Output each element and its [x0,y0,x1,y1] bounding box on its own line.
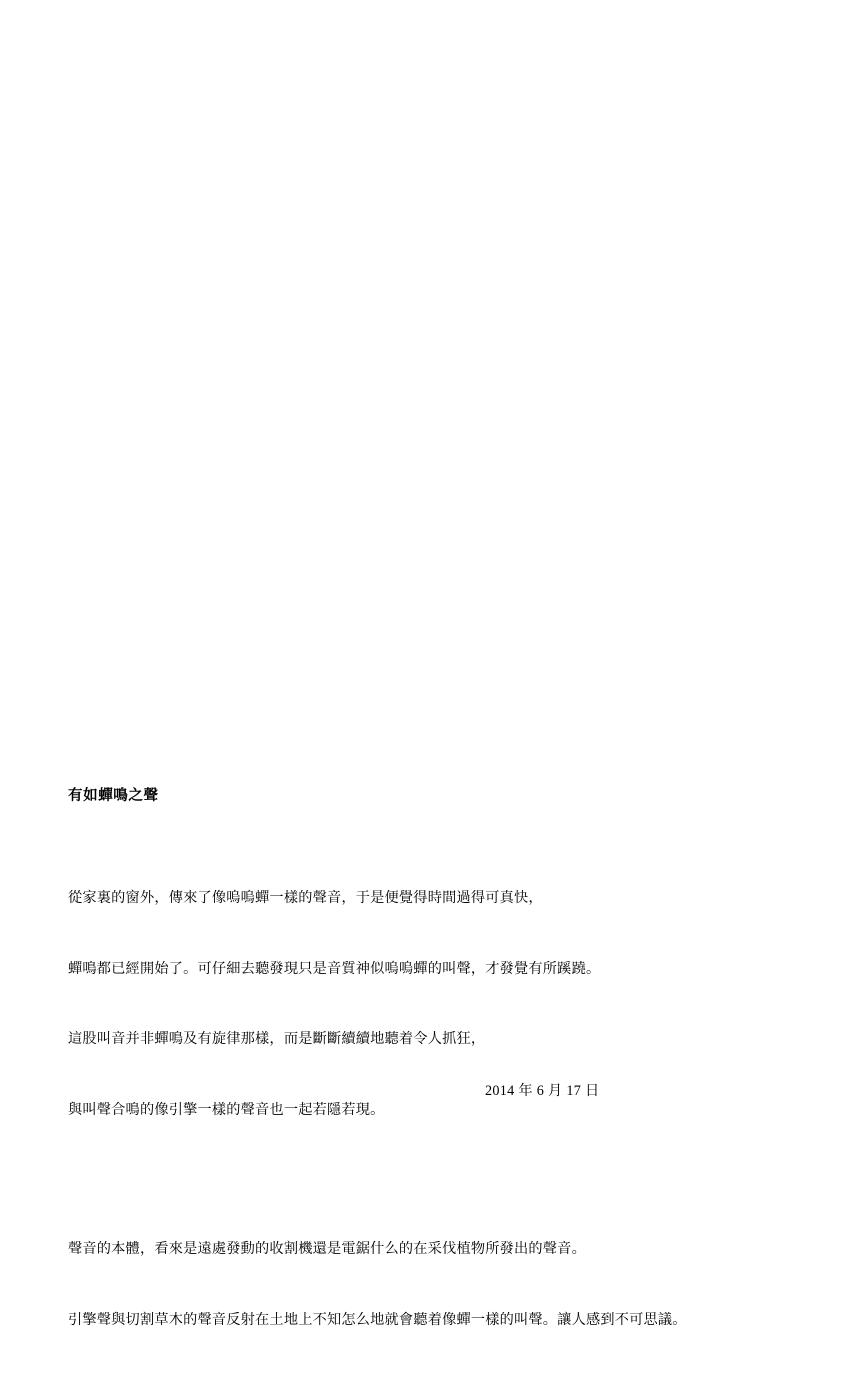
paragraph-2-line-2: 引擎聲與切割草木的聲音反射在土地上不知怎么地就會聽着像蟬一樣的叫聲。讓人感到不可思議。 [68,1311,687,1328]
title-spacer [68,806,778,840]
document-date: 2014 年 6 月 17 日 [485,1083,600,1099]
page-title: 有如蟬鳴之聲 [68,788,159,804]
paragraph-2 [68,1191,778,1379]
paragraph-1-line-4: 與叫聲合鳴的像引擎一樣的聲音也一起若隱若現。 [68,1101,385,1118]
paragraph-1 [68,840,778,1169]
paragraph-1-line-1: 從家裏的窗外，傳來了像嗚嗚蟬一樣的聲音，于是便覺得時間過得可真快， [68,890,543,907]
paragraph-1-line-2: 蟬鳴都已經開始了。可仔細去聽發現只是音質神似嗚嗚蟬的叫聲，才發覺有所蹊蹺。 [68,960,601,977]
document-text-block [68,786,778,1379]
paragraph-spacer [68,1169,778,1191]
paragraph-1-line-3: 這股叫音并非蟬鳴及有旋律那樣，而是斷斷續續地聽着令人抓狂， [68,1031,486,1048]
paragraph-2-line-1: 聲音的本體，看來是遠處發動的收割機還是電鋸什么的在采伐植物所發出的聲音。 [68,1241,586,1258]
